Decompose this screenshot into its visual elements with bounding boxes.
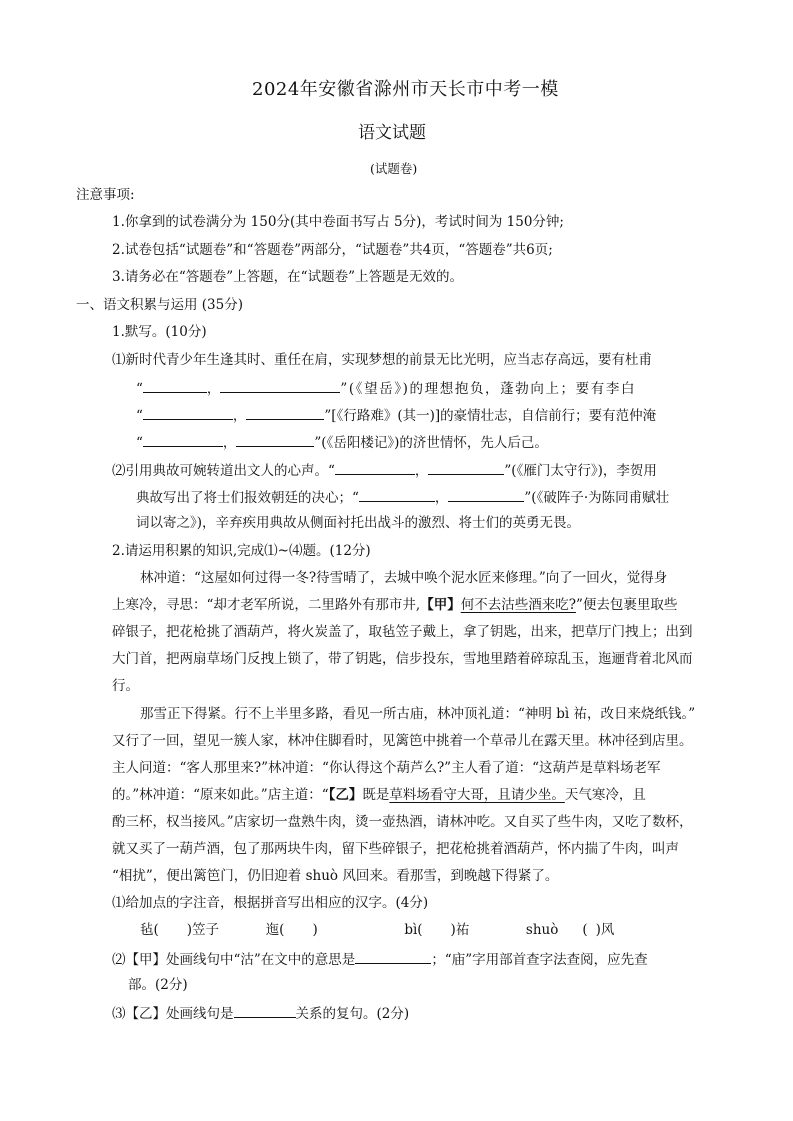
notice-item-2: 2.试卷包括“试题卷”和“答题卷”两部分，“试题卷”共4页，“答题卷”共6页; — [112, 242, 553, 258]
item-text: shuò — [525, 922, 559, 938]
item-text: 迤( — [265, 922, 285, 938]
notice-heading: 注意事项: — [76, 187, 135, 203]
passage-line: 林冲道：“这屋如何过得一冬?待雪晴了，去城中唤个泥水匠来修理。”向了一回火，觉得身 — [140, 570, 668, 586]
item-text: )笠子 — [186, 922, 220, 938]
q1-p1-line2 — [136, 378, 636, 398]
yi-underlined-sentence: 草料场看守大哥，且请少坐。 — [389, 787, 565, 803]
line-text: 典故写出了将士们报效朝廷的决心；“ — [136, 490, 359, 506]
passage-line: 大门首，把两扇草场门反拽上锁了，带了钥匙，信步投东，雪地里踏着碎琼乱玉，迤逦背着北风而 — [112, 651, 693, 667]
passage-line: 那雪正下得紧。行不上半里多路，看见一所古庙，林冲顶礼道：“神明 bì 祐，改日来烧纸钱。” — [140, 706, 696, 722]
passage-line: 主人问道：“客人那里来?”林冲道：“你认得这个葫芦么?”主人看了道：“这葫芦是草料场老军 — [112, 760, 661, 776]
answer-blank[interactable] — [234, 1003, 296, 1018]
question-text: ⑶【乙】处画线句是 — [112, 1006, 234, 1022]
jia-underlined-sentence: 何不去沽些酒来吃? — [460, 597, 576, 613]
quote-open: “ — [136, 408, 143, 424]
passage-line: 碎银子，把花枪挑了酒葫芦，将火炭盖了，取毡笠子戴上，拿了钥匙，出来，把草厅门拽上；出到 — [112, 624, 693, 640]
passage-line: 行。 — [112, 678, 139, 694]
passage-line: 又行了一回，望见一簇人家，林冲住脚看时，见篱笆中挑着一个草帚儿在露天里。林冲径到店里。 — [112, 733, 693, 749]
passage-line: 酌三杯，权当接风。”店家切一盘熟牛肉，烫一壶热酒，请林冲吃。又自买了些牛肉，又吃了数杯， — [112, 814, 693, 830]
line-text: ”(《岳阳楼记》)的济世情怀，先人后己。 — [314, 435, 548, 451]
comma: ， — [222, 435, 237, 451]
passage-line: “相扰”，便出篱笆门，仍旧迎着 shuò 风回来。看那雪，到晚越下得紧了。 — [112, 868, 559, 884]
question-text: 关系的复句。(2分) — [295, 1006, 410, 1022]
passage-text: ”便去包裹里取些 — [575, 597, 678, 613]
line-text: ”[《行路难》(其一)]的豪情壮志，自信前行；要有范仲淹 — [324, 408, 657, 424]
passage-line: 就又买了一葫芦酒，包了那两块牛肉，留下些碎银子，把花枪挑着酒葫芦，怀内揣了牛肉，叫声 — [112, 841, 679, 857]
q2-sub2-cont: 部。(2分) — [128, 977, 188, 993]
passage-line — [112, 596, 677, 614]
paper-label: (试题卷) — [370, 161, 418, 176]
section1-heading: 一、语文积累与运用 (35分) — [76, 297, 244, 313]
quote-open: “ — [136, 381, 143, 397]
q1-p1-line3 — [136, 405, 656, 425]
yi-label: 【乙】 — [328, 787, 363, 803]
passage-line — [112, 786, 646, 804]
passage-text: 上寒冷，寻思：“却才老军所说，二里路外有那市井, — [112, 597, 421, 613]
line-text: ”(《雁门太守行》)，李贺用 — [504, 463, 657, 479]
item-text: )风 — [595, 922, 615, 938]
item-text: bì( — [404, 922, 423, 938]
answer-blank[interactable] — [220, 378, 340, 393]
exam-title: 2024年安徽省滁州市天长市中考一模 — [252, 79, 559, 100]
answer-blank[interactable] — [335, 460, 415, 475]
q2-sub2 — [112, 949, 648, 969]
comma: ， — [434, 490, 449, 506]
q2-sub3 — [112, 1003, 409, 1023]
q1-p2-line3: 词以寄之》)，辛弃疾用典故从侧面衬托出战斗的激烈、将士们的英勇无畏。 — [136, 515, 581, 531]
answer-blank[interactable] — [236, 432, 314, 447]
item-text: )祐 — [450, 922, 470, 938]
notice-item-3: 3.请务必在“答题卷”上答题，在“试题卷”上答题是无效的。 — [112, 269, 463, 285]
q1-title: 1.默写。(10分) — [112, 324, 207, 340]
answer-blank[interactable] — [448, 487, 524, 502]
answer-blank[interactable] — [143, 405, 233, 420]
passage-text: 天气寒冷，且 — [564, 787, 646, 803]
passage-text: 既是 — [362, 787, 390, 803]
jia-label: 【甲】 — [420, 597, 461, 613]
line-text: ⑵引用典故可婉转道出文人的心声。“ — [112, 463, 335, 479]
q1-p2-line1 — [112, 460, 657, 480]
item-text: 毡( — [140, 922, 159, 938]
subject-title: 语文试题 — [358, 123, 426, 143]
question-text: ；“庙”字用部首查字法查阅，应先查 — [431, 952, 648, 968]
comma: ， — [206, 381, 221, 397]
item-text: ) — [312, 922, 318, 938]
answer-blank[interactable] — [143, 432, 223, 447]
answer-blank[interactable] — [428, 460, 504, 475]
q1-p1-line1: ⑴新时代青少年生逢其时、重任在肩，实现梦想的前景无比光明，应当志存高远，要有杜甫 — [112, 352, 652, 368]
q1-p1-line4 — [136, 432, 548, 452]
comma: ， — [414, 463, 429, 479]
answer-blank[interactable] — [143, 378, 207, 393]
line-text: ”(《破阵子·为陈同甫赋壮 — [524, 490, 670, 506]
line-text: ”(《望岳》)的理想抱负，蓬勃向上；要有李白 — [340, 381, 637, 397]
q1-p2-line2 — [136, 487, 669, 507]
notice-item-1: 1.你拿到的试卷满分为 150分(其中卷面书写占 5分)，考试时间为 150分钟; — [112, 214, 564, 230]
quote-open: “ — [136, 435, 143, 451]
q2-sub1-items — [140, 921, 614, 939]
answer-blank[interactable] — [246, 405, 324, 420]
answer-blank[interactable] — [355, 949, 431, 964]
comma: ， — [232, 408, 247, 424]
passage-text: 的。”林冲道：“原来如此。”店主道：“ — [112, 787, 329, 803]
q2-sub1: ⑴给加点的字注音，根据拼音写出相应的汉字。(4分) — [112, 895, 429, 911]
item-text: ( — [582, 922, 588, 938]
q2-title: 2.请运用积累的知识,完成⑴~⑷题。(12分) — [112, 543, 371, 559]
answer-blank[interactable] — [359, 487, 435, 502]
question-text: ⑵【甲】处画线句中“沽”在文中的意思是 — [112, 952, 356, 968]
